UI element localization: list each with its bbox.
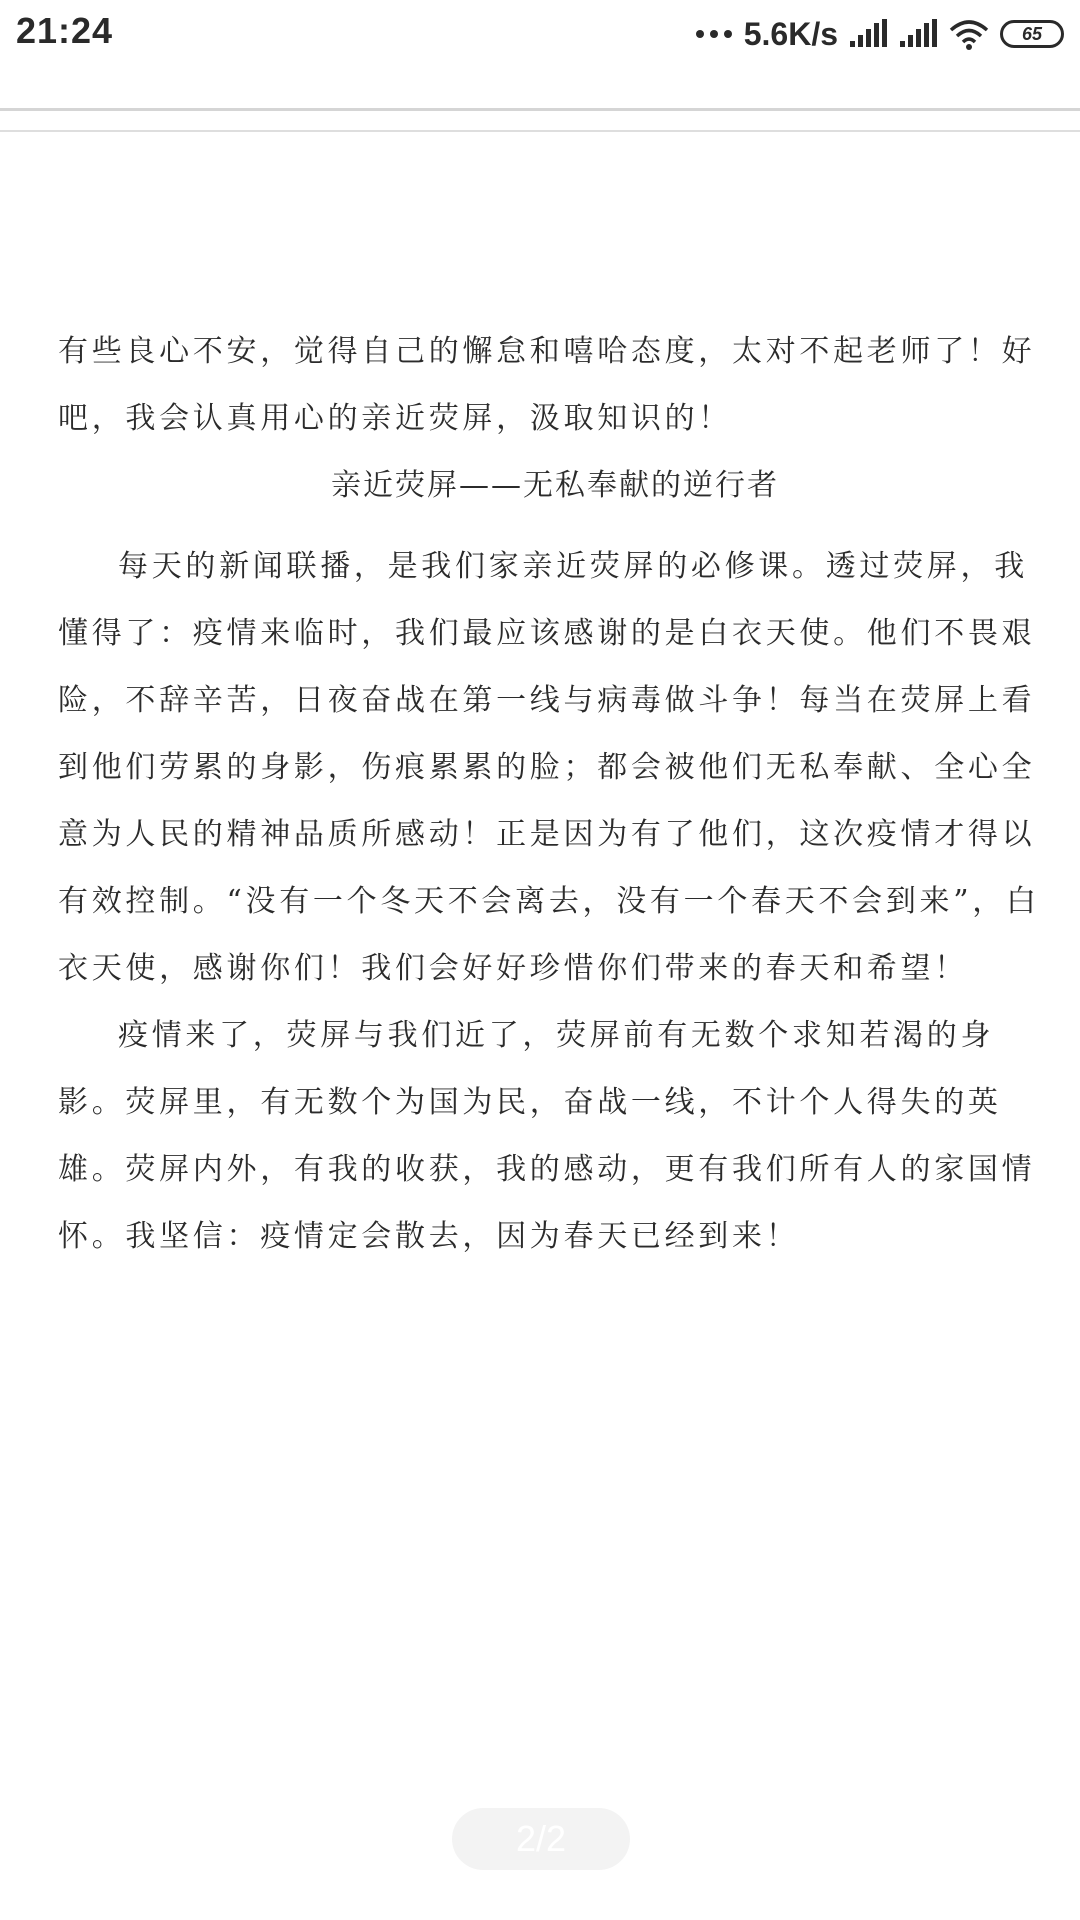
network-speed: 5.6K/s [743,15,838,52]
paragraph-continued: 有些良心不安，觉得自己的懈怠和嘻哈态度，太对不起老师了！好吧，我会认真用心的亲近荧屏，汲取知识的！ [58,334,1036,436]
page-indicator: 2/2 [452,1808,630,1870]
battery-level: 65 [1021,23,1043,44]
signal-bars-icon [898,19,938,49]
signal-dots-icon [696,30,732,38]
header-divider-secondary [0,130,1080,132]
paragraph: 每天的新闻联播，是我们家亲近荧屏的必修课。透过荧屏，我懂得了：疫情来临时，我们最应该感谢的是白衣天使。他们不畏艰险，不辞辛苦，日夜奋战在第一线与病毒做斗争！每当在荧屏上看到他们劳累的身影，伤痕累累的脸；都会被他们无私奉献、全心全意为人民的精神品质所感动！正是因为有了他们，这次疫情才得以有效控制。“没有一个冬天不会离去，没有一个春天不会到来”，白衣天使，感谢你们！我们会好好珍惜你们带来的春天和希望！ [58,549,1040,986]
status-icons [696,12,1064,56]
reader-header [0,70,1080,110]
status-bar [0,0,1080,70]
signal-bars-icon [848,19,888,49]
battery-icon [1000,20,1064,48]
header-divider [0,108,1080,111]
status-time: 21:24 [16,10,114,51]
paragraph: 疫情来了，荧屏与我们近了，荧屏前有无数个求知若渴的身影。荧屏里，有无数个为国为民，奋战一线，不计个人得失的英雄。荧屏内外，有我的收获，我的感动，更有我们所有人的家国情怀。我坚信：疫情定会散去，因为春天已经到来！ [58,1018,1036,1254]
wifi-icon [948,18,990,50]
document-body [58,318,1052,1270]
section-title: 亲近荧屏——无私奉献的逆行者 [331,468,779,503]
